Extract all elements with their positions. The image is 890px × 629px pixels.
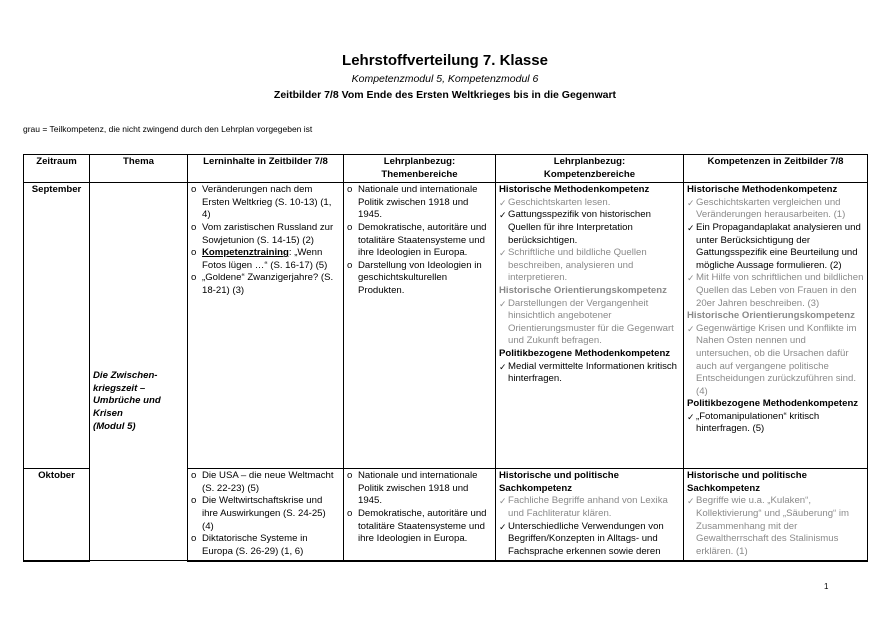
kompetenztraining-label: Kompetenztraining bbox=[202, 247, 289, 259]
list-item: ✓ Medial vermittelte Informationen kritisch hinterfragen. bbox=[499, 361, 680, 386]
col-header-lerninhalte: Lerninhalte in Zeitbilder 7/8 bbox=[188, 155, 344, 183]
table-header-row bbox=[24, 155, 868, 183]
list-item: ✓ Gegenwärtige Krisen und Konflikte im Nahen Osten nennen und untersuchen, ob die Ursachen dafür auch auf vergangene politische Entscheidungen zurückzuführen sind. (4) bbox=[687, 323, 864, 399]
section-heading: Politikbezogene Methodenkompetenz bbox=[499, 347, 671, 359]
section-heading: Historische Methodenkompetenz bbox=[687, 184, 838, 196]
themenbereiche-cell bbox=[344, 183, 496, 469]
list-item: o Veränderungen nach dem Ersten Weltkrieg (S. 10-13) (1, 4) bbox=[191, 184, 340, 222]
kompetenzbereiche-cell bbox=[496, 183, 684, 469]
col-header-themenbereiche bbox=[344, 155, 496, 183]
kompetenzen-cell bbox=[684, 183, 868, 469]
legend-note: grau = Teilkompetenz, die nicht zwingend durch den Lehrplan vorgegeben ist bbox=[23, 124, 313, 134]
section-heading: Historische Orientierungskompetenz bbox=[687, 310, 855, 322]
theme-cell bbox=[90, 183, 188, 561]
list-item: ✓ Geschichtskarten vergleichen und Veränderungen herausarbeiten. (1) bbox=[687, 197, 864, 222]
section-heading: Historische Orientierungskompetenz bbox=[499, 284, 667, 296]
curriculum-table bbox=[23, 154, 868, 562]
page-subtitle: Kompetenzmodul 5, Kompetenzmodul 6 bbox=[351, 73, 539, 85]
list-item: o „Goldene“ Zwanzigerjahre? (S. 18-21) (3) bbox=[191, 272, 340, 297]
table-row bbox=[24, 183, 868, 469]
list-item: ✓ Schriftliche und bildliche Quellen beschreiben, analysieren und interpretieren. bbox=[499, 247, 680, 285]
page-number: 1 bbox=[824, 582, 829, 591]
page-title: Lehrstoffverteilung 7. Klasse bbox=[342, 52, 548, 69]
list-item: o Vom zaristischen Russland zur Sowjetunion (S. 14-15) (2) bbox=[191, 222, 340, 247]
list-item: o Nationale und internationale Politik zwischen 1918 und 1945. bbox=[347, 470, 492, 508]
section-heading: Historische Methodenkompetenz bbox=[499, 184, 650, 196]
list-item: ✓ Ein Propagandaplakat analysieren und unter Berücksichtigung der Gattungsspezifik eine Beurteilung und mögliche Aussage formulieren. (2) bbox=[687, 222, 864, 272]
section-heading: Historische und politische Sachkompetenz bbox=[687, 470, 807, 494]
col-header-kompetenzbereiche-line2: Kompetenzbereiche bbox=[543, 168, 636, 180]
list-item: ✓ Geschichtskarten lesen. bbox=[499, 197, 680, 210]
list-item: o Diktatorische Systeme in Europa (S. 26-29) (1, 6) bbox=[191, 533, 340, 558]
section-heading: Politikbezogene Methodenkompetenz bbox=[687, 398, 859, 410]
col-header-themenbereiche-line2: Themenbereiche bbox=[381, 168, 458, 180]
col-header-kompetenzen: Kompetenzen in Zeitbilder 7/8 bbox=[684, 155, 868, 183]
list-item: ✓ Unterschiedliche Verwendungen von Begriffen/Konzepten in Alltags- und Fachsprache erkennen sowie deren bbox=[499, 521, 680, 559]
themenbereiche-cell bbox=[344, 469, 496, 561]
theme-label: Die Zwischen- kriegszeit – Umbrüche und Krisen (Modul 5) bbox=[93, 370, 161, 432]
document-header bbox=[0, 52, 890, 102]
col-header-themenbereiche-line1: Lehrplanbezug: bbox=[383, 156, 456, 167]
kompetenzbereiche-cell bbox=[496, 469, 684, 561]
list-item: o Demokratische, autoritäre und totalitäre Staatensysteme und ihre Ideologien in Europa. bbox=[347, 222, 492, 260]
list-item: ✓ Fachliche Begriffe anhand von Lexika und Fachliteratur klären. bbox=[499, 495, 680, 520]
list-item: o Darstellung von Ideologien in geschichtskulturellen Produkten. bbox=[347, 260, 492, 298]
section-heading: Historische und politische Sachkompetenz bbox=[499, 470, 619, 494]
col-header-kompetenzbereiche-line1: Lehrplanbezug: bbox=[553, 156, 626, 167]
kompetenzen-cell bbox=[684, 469, 868, 561]
list-item: o Kompetenztraining: „Wenn Fotos lügen …“ (S. 16-17) (5) bbox=[191, 247, 340, 272]
lerninhalte-cell bbox=[188, 469, 344, 561]
list-item: ✓ Darstellungen der Vergangenheit hinsichtlich angebotener Orientierungsmuster für die Gegenwart und Zukunft befragen. bbox=[499, 298, 680, 348]
list-item: o Die Weltwirtschaftskrise und ihre Auswirkungen (S. 24-25) (4) bbox=[191, 495, 340, 533]
lerninhalte-cell bbox=[188, 183, 344, 469]
month-cell: Oktober bbox=[24, 469, 90, 561]
page-subtitle-2: Zeitbilder 7/8 Vom Ende des Ersten Weltkrieges bis in die Gegenwart bbox=[273, 89, 617, 101]
list-item: ✓ Mit Hilfe von schriftlichen und bildlichen Quellen das Leben von Frauen in den 20er Jahren beschreiben. (3) bbox=[687, 272, 864, 310]
list-item: o Demokratische, autoritäre und totalitäre Staatensysteme und ihre Ideologien in Europa. bbox=[347, 508, 492, 546]
col-header-zeitraum: Zeitraum bbox=[24, 155, 90, 183]
col-header-thema: Thema bbox=[90, 155, 188, 183]
list-item: ✓ Gattungsspezifik von historischen Quellen für ihre Interpretation berücksichtigen. bbox=[499, 209, 680, 247]
list-item: ✓ „Fotomanipulationen“ kritisch hinterfragen. (5) bbox=[687, 411, 864, 436]
list-item: o Nationale und internationale Politik zwischen 1918 und 1945. bbox=[347, 184, 492, 222]
month-cell: September bbox=[24, 183, 90, 469]
list-item: ✓ Begriffe wie u.a. „Kulaken“, Kollektivierung“ und „Säuberung“ im Zusammenhang mit der Gewaltherrschaft des Stalinismus erklären. (1) bbox=[687, 495, 864, 558]
list-item: o Die USA – die neue Weltmacht (S. 22-23) (5) bbox=[191, 470, 340, 495]
col-header-kompetenzbereiche bbox=[496, 155, 684, 183]
